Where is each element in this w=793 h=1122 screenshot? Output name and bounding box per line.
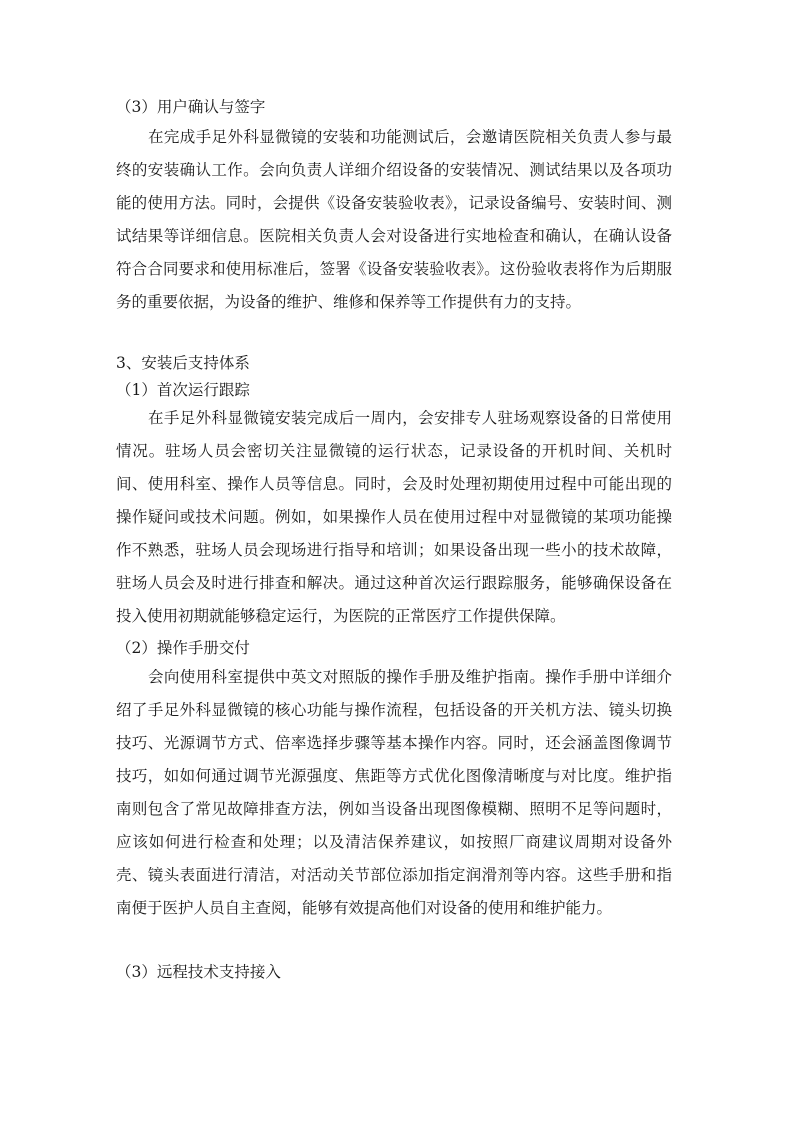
subsection-heading-first-run-tracking: （1）首次运行跟踪: [116, 381, 250, 399]
paragraph-manual-delivery: 会向使用科室提供中英文对照版的操作手册及维护指南。操作手册中详细介绍了手足外科显微镜的核心功能与操作流程，包括设备的开关机方法、镜头切换技巧、光源调节方式、倍率选择步骤等基本操作内容。同时，还会涵盖图像调节技巧，如如何通过调节光源强度、焦距等方式优化图像清晰度与对比度。维护指南则包含了常见故障排查方法，例如当设备出现图像模糊、照明不足等问题时，应该如何进行检查和处理；以及清洁保养建议，如按照厂商建议周期对设备外壳、镜头表面进行清洁，对活动关节部位添加指定润滑剂等内容。这些手册和指南便于医护人员自主查阅，能够有效提高他们对设备的使用和维护能力。: [116, 668, 672, 917]
subsection-heading-remote-support: （3）远程技术支持接入: [116, 963, 281, 981]
subsection-heading-user-confirmation: （3）用户确认与签字: [116, 98, 266, 116]
subsection-heading-manual-delivery: （2）操作手册交付: [116, 639, 250, 657]
paragraph-installation-confirmation: 在完成手足外科显微镜的安装和功能测试后，会邀请医院相关负责人参与最终的安装确认工作。会向负责人详细介绍设备的安装情况、测试结果以及各项功能的使用方法。同时，会提供《设备安装验收表》，记录设备编号、安装时间、测试结果等详细信息。医院相关负责人会对设备进行实地检查和确认，在确认设备符合合同要求和使用标准后，签署《设备安装验收表》。这份验收表将作为后期服务的重要依据，为设备的维护、维修和保养等工作提供有力的支持。: [116, 128, 672, 311]
paragraph-first-run-tracking: 在手足外科显微镜安装完成后一周内，会安排专人驻场观察设备的日常使用情况。驻场人员会密切关注显微镜的运行状态，记录设备的开机时间、关机时间、使用科室、操作人员等信息。同时，会及时处理初期使用过程中可能出现的操作疑问或技术问题。例如，如果操作人员在使用过程中对显微镜的某项功能操作不熟悉，驻场人员会现场进行指导和培训；如果设备出现一些小的技术故障，驻场人员会及时进行排查和解决。通过这种首次运行跟踪服务，能够确保设备在投入使用初期就能够稳定运行，为医院的正常医疗工作提供保障。: [116, 409, 672, 625]
section-heading-post-install-support: 3、安装后支持体系: [116, 354, 250, 372]
